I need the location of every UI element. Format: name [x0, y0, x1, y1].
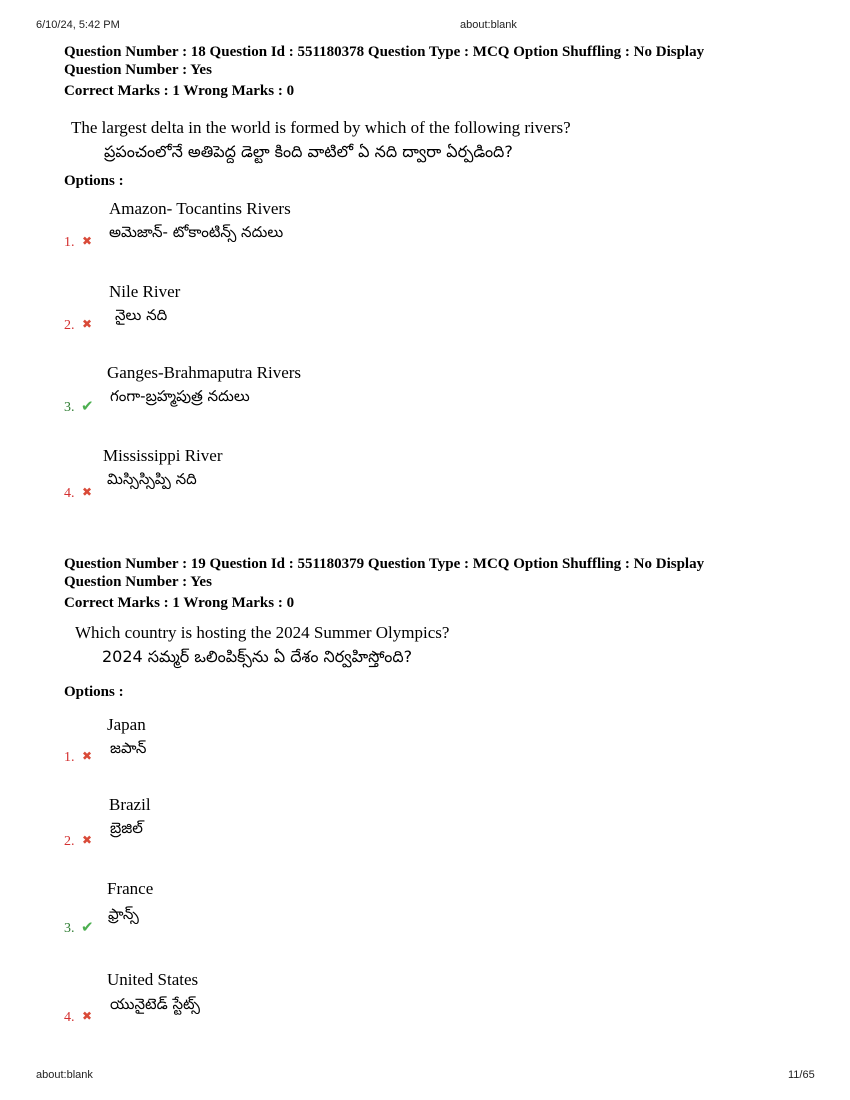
question-meta	[64, 43, 804, 100]
option-number: 1.	[64, 235, 75, 250]
footer-url: about:blank	[36, 1069, 93, 1081]
option-number: 2.	[64, 834, 75, 849]
option-text-english: Nile River	[109, 282, 181, 301]
cross-icon: ✖	[82, 485, 93, 499]
question-stem-telugu: 2024 సమ్మర్ ఒలింపిక్స్‌ను ఏ దేశం నిర్వహిస్తోంది?	[102, 647, 413, 666]
cross-icon: ✖	[82, 749, 93, 763]
question-meta-line: Question Number : 18 Question Id : 551180378 Question Type : MCQ Option Shuffling : No Display	[64, 44, 705, 60]
option-number: 2.	[64, 318, 75, 333]
option-number: 1.	[64, 750, 75, 765]
check-icon: ✔	[81, 399, 94, 415]
option-text-english: Ganges-Brahmaputra Rivers	[107, 363, 302, 382]
option-text-telugu: ఫ్రాన్స్	[108, 905, 139, 923]
print-title: about:blank	[460, 19, 517, 31]
options-label: Options :	[64, 173, 124, 189]
option-text-telugu: నైలు నది	[115, 306, 168, 324]
option-text-telugu: యునైటెడ్ స్టేట్స్	[110, 995, 200, 1013]
options-label: Options :	[64, 684, 124, 700]
question-meta	[64, 555, 804, 612]
page-number: 11/65	[788, 1069, 815, 1081]
option-text-english: United States	[107, 970, 199, 989]
question-meta-line: Question Number : Yes	[64, 574, 212, 590]
option-text-english: Amazon- Tocantins Rivers	[109, 199, 291, 218]
option-text-telugu: గంగా-బ్రహ్మపుత్ర నదులు	[110, 387, 250, 405]
print-datetime: 6/10/24, 5:42 PM	[36, 19, 120, 31]
marks-info: Correct Marks : 1 Wrong Marks : 0	[64, 595, 295, 611]
question-stem-english: The largest delta in the world is formed by which of the following rivers?	[71, 118, 571, 137]
question-stem-english: Which country is hosting the 2024 Summer Olympics?	[75, 623, 450, 642]
cross-icon: ✖	[82, 317, 93, 331]
option-text-english: Mississippi River	[103, 446, 223, 465]
option-text-telugu: మిస్సిస్సిప్పి నది	[107, 470, 197, 488]
option-text-english: Japan	[107, 715, 146, 734]
option-number: 4.	[64, 486, 75, 501]
option-number: 3.	[64, 921, 75, 936]
option-number: 3.	[64, 400, 75, 415]
question-meta-line: Question Number : 19 Question Id : 551180379 Question Type : MCQ Option Shuffling : No Display	[64, 556, 705, 572]
cross-icon: ✖	[82, 833, 93, 847]
option-text-telugu: జపాన్	[110, 739, 147, 757]
cross-icon: ✖	[82, 234, 93, 248]
check-icon: ✔	[81, 920, 94, 936]
option-text-telugu: బ్రెజిల్	[110, 819, 143, 837]
option-text-english: Brazil	[109, 795, 151, 814]
question-meta-line: Question Number : Yes	[64, 62, 212, 78]
cross-icon: ✖	[82, 1009, 93, 1023]
question-stem-telugu: ప్రపంచంలోనే అతిపెద్ద డెల్టా కింది వాటిలో ఏ నది ద్వారా ఏర్పడింది?	[104, 142, 513, 161]
option-text-english: France	[107, 879, 154, 898]
option-text-telugu: అమెజాన్- టోకాంటిన్స్ నదులు	[109, 223, 284, 241]
marks-info: Correct Marks : 1 Wrong Marks : 0	[64, 83, 295, 99]
option-number: 4.	[64, 1010, 75, 1025]
